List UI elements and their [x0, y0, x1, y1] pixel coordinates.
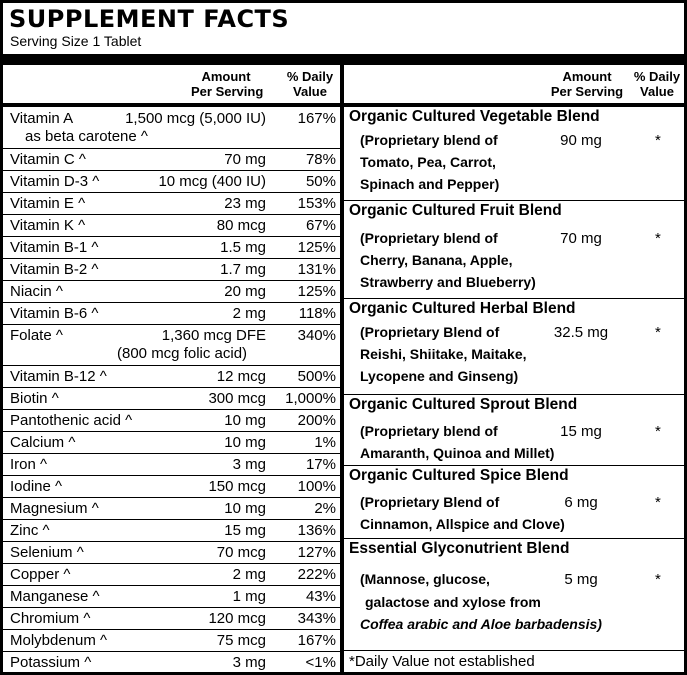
- nutrient-amount: 70 mcg: [216, 544, 266, 561]
- row-divider: [3, 170, 340, 171]
- blend-dv: *: [655, 132, 661, 149]
- nutrient-amount: 1.5 mg: [220, 239, 266, 256]
- nutrient-dv: 343%: [297, 610, 336, 627]
- nutrient-dv: 500%: [297, 368, 336, 385]
- blend-divider: [344, 538, 684, 539]
- nutrient-dv: 125%: [297, 283, 336, 300]
- blend-ingredient-line: (Mannose, glucose,: [360, 571, 490, 587]
- nutrient-name: Iron ^: [10, 456, 48, 473]
- row-divider: [3, 258, 340, 259]
- blend-dv: *: [655, 230, 661, 247]
- nutrient-name: Vitamin B-2 ^: [10, 261, 99, 278]
- nutrient-name: Niacin ^: [10, 283, 63, 300]
- nutrient-dv: 1%: [314, 434, 336, 451]
- row-divider: [3, 519, 340, 520]
- blend-ingredient-line: (Proprietary blend of: [360, 132, 498, 148]
- nutrient-note: as beta carotene ^: [25, 128, 148, 145]
- nutrient-amount: 2 mg: [232, 566, 266, 583]
- blend-dv: *: [655, 571, 661, 588]
- blend-amount: 70 mg: [560, 230, 602, 247]
- row-divider: [3, 302, 340, 303]
- row-divider: [3, 280, 340, 281]
- blend-amount: 15 mg: [560, 423, 602, 440]
- nutrient-dv: 167%: [297, 632, 336, 649]
- blend-amount-header-line1: Amount: [562, 69, 612, 84]
- blend-amount: 32.5 mg: [553, 324, 609, 341]
- nutrient-dv: <1%: [305, 654, 336, 671]
- blend-ingredient-line: (Proprietary blend of: [360, 423, 498, 439]
- row-divider: [3, 148, 340, 149]
- nutrient-dv: 153%: [297, 195, 336, 212]
- nutrient-name: Vitamin C ^: [10, 151, 86, 168]
- row-divider: [3, 324, 340, 325]
- nutrient-amount: 75 mcg: [216, 632, 266, 649]
- blend-ingredient-line: Strawberry and Blueberry): [360, 274, 536, 290]
- row-divider: [3, 236, 340, 237]
- nutrient-dv: 50%: [305, 173, 336, 190]
- row-divider: [3, 497, 340, 498]
- nutrient-amount: 3 mg: [232, 456, 266, 473]
- nutrient-dv: 125%: [297, 239, 336, 256]
- blend-ingredient-line: Reishi, Shiitake, Maitake,: [360, 346, 527, 362]
- nutrient-dv: 67%: [305, 217, 336, 234]
- nutrient-note: (800 mcg folic acid): [117, 345, 248, 362]
- nutrient-dv: 100%: [297, 478, 336, 495]
- nutrient-name: Manganese ^: [10, 588, 100, 605]
- row-divider: [3, 651, 340, 652]
- blend-divider: [344, 394, 684, 395]
- nutrient-name: Potassium ^: [10, 654, 92, 671]
- blend-dv: *: [655, 324, 661, 341]
- row-divider: [3, 192, 340, 193]
- nutrient-amount: 10 mg: [224, 434, 266, 451]
- row-divider: [3, 453, 340, 454]
- blend-ingredient-line: (Proprietary blend of: [360, 230, 498, 246]
- nutrient-name: Calcium ^: [10, 434, 76, 451]
- nutrient-amount: 10 mg: [224, 500, 266, 517]
- blend-title: Organic Cultured Spice Blend: [349, 467, 569, 484]
- blend-ingredient-line: [360, 615, 602, 634]
- blend-title: Organic Cultured Sprout Blend: [349, 396, 578, 413]
- nutrient-name: Magnesium ^: [10, 500, 99, 517]
- nutrient-name: Molybdenum ^: [10, 632, 108, 649]
- blend-amount-header: [549, 69, 625, 99]
- nutrient-amount: 70 mg: [224, 151, 266, 168]
- blend-ingredient-line: Cherry, Banana, Apple,: [360, 252, 513, 268]
- row-divider: [3, 541, 340, 542]
- nutrient-amount: 10 mcg (400 IU): [158, 173, 266, 190]
- nutrient-name: Folate ^: [10, 327, 63, 344]
- blend-ingredient-line: Lycopene and Ginseng): [360, 368, 519, 384]
- row-divider: [3, 585, 340, 586]
- nutrient-dv: 17%: [305, 456, 336, 473]
- nutrient-name: Vitamin B-1 ^: [10, 239, 99, 256]
- nutrient-amount: 15 mg: [224, 522, 266, 539]
- blend-divider: [344, 650, 684, 651]
- nutrient-amount: 20 mg: [224, 283, 266, 300]
- nutrient-amount: 120 mcg: [208, 610, 266, 627]
- nutrient-dv: 222%: [297, 566, 336, 583]
- nutrient-dv: 118%: [298, 305, 336, 322]
- nutrient-name: Zinc ^: [10, 522, 50, 539]
- blend-divider: [344, 298, 684, 299]
- blend-dv: *: [655, 494, 661, 511]
- nutrient-name: Iodine ^: [10, 478, 63, 495]
- nutrient-dv: 340%: [297, 327, 336, 344]
- nutrient-dv: 136%: [297, 522, 336, 539]
- nutrient-dv: 2%: [314, 500, 336, 517]
- blend-dv-header: [628, 69, 686, 99]
- blend-ingredient-line: (Proprietary Blend of: [360, 494, 500, 510]
- nutrient-dv: 1,000%: [285, 390, 336, 407]
- nutrient-dv: 43%: [305, 588, 336, 605]
- nutrient-name: Chromium ^: [10, 610, 91, 627]
- blend-title: Organic Cultured Herbal Blend: [349, 300, 576, 317]
- dv-header-line1: % Daily: [286, 69, 334, 84]
- nutrient-dv: 78%: [305, 151, 336, 168]
- row-divider: [3, 607, 340, 608]
- nutrient-name: Vitamin A: [10, 110, 74, 127]
- nutrient-name: Vitamin B-6 ^: [10, 305, 99, 322]
- row-divider: [3, 409, 340, 410]
- nutrient-dv: 131%: [297, 261, 336, 278]
- nutrient-dv: 200%: [297, 412, 336, 429]
- nutrient-amount: 1 mg: [232, 588, 266, 605]
- blend-dv-header-line1: % Daily: [633, 69, 681, 84]
- blend-amount-header-line2: Per Serving: [550, 84, 624, 99]
- nutrient-dv: 127%: [297, 544, 336, 561]
- row-divider: [3, 563, 340, 564]
- nutrient-amount: 10 mg: [224, 412, 266, 429]
- panel-title: SUPPLEMENT FACTS: [9, 5, 290, 33]
- nutrient-amount: 1,360 mcg DFE: [161, 327, 266, 344]
- row-divider: [3, 387, 340, 388]
- blend-amount: 6 mg: [564, 494, 598, 511]
- nutrient-amount: 1,500 mcg (5,000 IU): [125, 110, 266, 127]
- nutrient-dv: 167%: [297, 110, 336, 127]
- nutrient-amount: 300 mcg: [208, 390, 266, 407]
- blend-amount: 90 mg: [560, 132, 602, 149]
- amount-header-line1: Amount: [201, 69, 251, 84]
- nutrient-name: Copper ^: [10, 566, 71, 583]
- blend-title: Organic Cultured Fruit Blend: [349, 202, 562, 219]
- nutrient-amount: 23 mg: [224, 195, 266, 212]
- nutrient-amount: 1.7 mg: [220, 261, 266, 278]
- nutrient-name: Biotin ^: [10, 390, 59, 407]
- dv-header: [280, 69, 340, 99]
- nutrient-amount: 80 mcg: [216, 217, 266, 234]
- blend-dv: *: [655, 423, 661, 440]
- row-divider: [3, 475, 340, 476]
- blend-dv-header-line2: Value: [640, 84, 674, 99]
- nutrient-name: Vitamin K ^: [10, 217, 86, 234]
- nutrient-amount: 2 mg: [232, 305, 266, 322]
- nutrient-name: Pantothenic acid ^: [10, 412, 133, 429]
- nutrient-name: Vitamin D-3 ^: [10, 173, 100, 190]
- row-divider: [3, 629, 340, 630]
- blend-ingredient-line: (Proprietary Blend of: [360, 324, 500, 340]
- header-rule: [3, 103, 684, 107]
- blend-ingredient-line: Cinnamon, Allspice and Clove): [360, 516, 565, 532]
- column-divider: [340, 54, 344, 672]
- nutrient-amount: 12 mcg: [216, 368, 266, 385]
- footnote: *Daily Value not established: [349, 653, 535, 670]
- blend-title: Essential Glyconutrient Blend: [349, 540, 570, 557]
- blend-divider: [344, 465, 684, 466]
- dv-header-line2: Value: [293, 84, 327, 99]
- nutrient-amount: 3 mg: [232, 654, 266, 671]
- blend-ingredient-line: galactose and xylose from: [365, 594, 541, 610]
- nutrient-amount: 150 mcg: [208, 478, 266, 495]
- blend-ingredient-line: Amaranth, Quinoa and Millet): [360, 445, 555, 461]
- blend-ingredient-line: Spinach and Pepper): [360, 176, 500, 192]
- blend-divider: [344, 200, 684, 201]
- nutrient-name: Vitamin B-12 ^: [10, 368, 107, 385]
- row-divider: [3, 365, 340, 366]
- serving-size: Serving Size 1 Tablet: [10, 33, 142, 49]
- row-divider: [3, 214, 340, 215]
- row-divider: [3, 431, 340, 432]
- blend-amount: 5 mg: [564, 571, 598, 588]
- amount-header-line2: Per Serving: [191, 84, 264, 99]
- nutrient-name: Selenium ^: [10, 544, 84, 561]
- nutrient-name: Vitamin E ^: [10, 195, 86, 212]
- blend-ingredient-line: Tomato, Pea, Carrot,: [360, 154, 496, 170]
- blend-title: Organic Cultured Vegetable Blend: [349, 108, 600, 125]
- amount-header: [191, 69, 264, 99]
- blend-ingredient-text: Coffea arabic and Aloe barbadensis): [360, 616, 602, 632]
